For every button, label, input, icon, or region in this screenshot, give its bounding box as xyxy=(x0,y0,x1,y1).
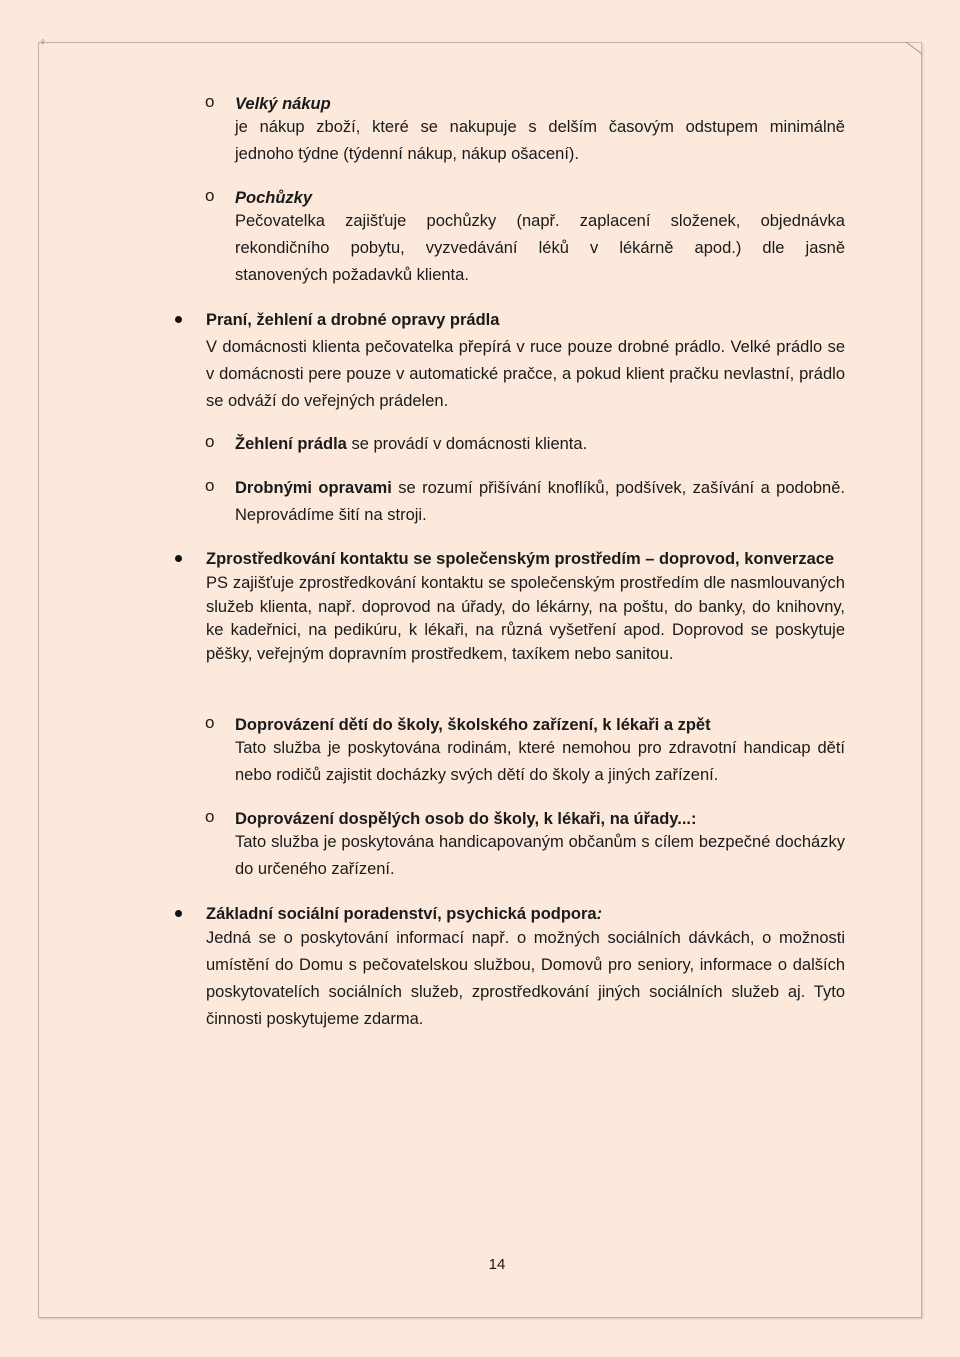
pin-icon: ♀ xyxy=(39,37,47,48)
zehleni-rest: se provádí v domácnosti klienta. xyxy=(346,435,588,453)
velky-nakup-line2: jednoho týdne (týdenní nákup, nákup ošacení). xyxy=(235,145,579,163)
bullet-dot xyxy=(175,555,182,562)
prani-text: V domácnosti klienta pečovatelka přepírá v ruce pouze drobné prádlo. Velké prádlo se v domácnosti pere pouze v automatické pračce, a pokud klient pračku nevlastní, prádlo se odváží do veřejných prádelen. xyxy=(206,338,845,410)
kontakt-text: PS zajišťuje zprostředkování kontaktu se společenským prostředím dle nasmlouvaných služeb klienta, např. doprovod na úřady, do lékárny, na poštu, do banky, do knihovny, ke kadeřnici, na pedikúru, k lékaři, na různá vyšetření apod. Doprovod se poskytuje pěšky, veřejným dopravním prostředkem, taxíkem nebo sanitou. xyxy=(206,574,845,663)
page-corner-icon xyxy=(906,42,922,54)
zehleni-bold: Žehlení prádla xyxy=(235,435,347,453)
poradenstvi-title: Základní sociální poradenství, psychická podpora xyxy=(206,905,597,923)
sub-bullet: o xyxy=(205,92,215,111)
poradenstvi-colon: : xyxy=(596,905,603,923)
poradenstvi-text: Jedná se o poskytování informací např. o možných sociálních dávkách, o možnosti umístění do Domu s pečovatelskou službou, Domovů pro seniory, informace o dalších poskytovatelích sociálních služeb, zprostředkování jiných sociálních služeb aj. Tyto činnosti poskytujeme zdarma. xyxy=(206,929,845,1028)
bullet-dot xyxy=(175,910,182,917)
sub-bullet: o xyxy=(205,807,215,826)
pochuzky-title: Pochůzky xyxy=(235,189,313,207)
deti-text: Tato služba je poskytována rodinám, které nemohou pro zdravotní handicap dětí nebo rodičů zajistit docházky svých dětí do školy a jiných zařízení. xyxy=(235,739,845,784)
sub-bullet: o xyxy=(205,186,215,205)
bullet-dot xyxy=(175,316,182,323)
opravy-rest: se rozumí přišívání knoflíků, podšívek, zašívání a podobně. Neprovádíme šití na stroji. xyxy=(235,479,845,524)
prani-title: Praní, žehlení a drobné opravy prádla xyxy=(206,311,500,329)
sub-bullet: o xyxy=(205,432,215,451)
kontakt-title: Zprostředkování kontaktu se společenským prostředím – doprovod, konverzace xyxy=(206,550,835,568)
deti-title: Doprovázení dětí do školy, školského zařízení, k lékaři a zpět xyxy=(235,716,711,734)
pochuzky-line2: rekondičního pobytu, vyzvedávání léků v lékárně apod.) dle jasně xyxy=(235,239,845,257)
pochuzky-line1: Pečovatelka zajišťuje pochůzky (např. zaplacení složenek, objednávka xyxy=(235,212,845,230)
velky-nakup-line1: je nákup zboží, které se nakupuje s delším časovým odstupem minimálně xyxy=(235,118,845,136)
page-number: 14 xyxy=(488,1256,506,1273)
dospeli-title: Doprovázení dospělých osob do školy, k lékaři, na úřady...: xyxy=(235,810,697,828)
poradenstvi-title-line xyxy=(206,901,845,928)
pochuzky-line3: stanovených požadavků klienta. xyxy=(235,266,469,284)
zehleni-paragraph xyxy=(235,431,845,458)
sub-bullet: o xyxy=(205,476,215,495)
opravy-paragraph xyxy=(235,475,845,529)
opravy-bold: Drobnými opravami xyxy=(235,479,392,497)
sub-bullet: o xyxy=(205,713,215,732)
velky-nakup-title: Velký nákup xyxy=(235,95,331,113)
dospeli-text: Tato služba je poskytována handicapovaným občanům s cílem bezpečné docházky do určeného zařízení. xyxy=(235,833,845,878)
